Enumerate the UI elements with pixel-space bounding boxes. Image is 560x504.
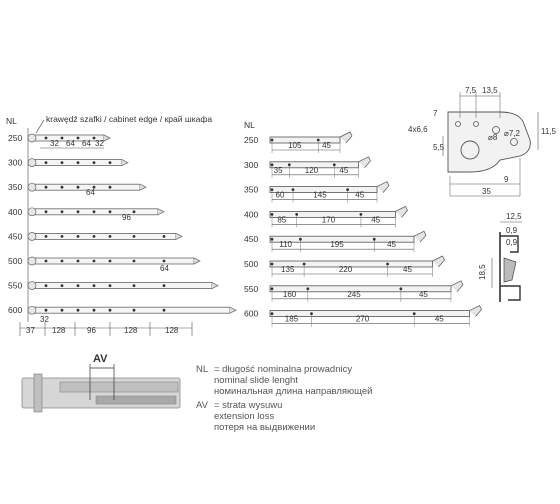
middle-panel [244, 120, 482, 327]
middle-dim-value: 45 [434, 314, 444, 324]
left-slide-end [194, 258, 200, 264]
left-row-nl: 300 [8, 157, 23, 168]
left-slide-roller [28, 134, 36, 142]
middle-hole [303, 263, 306, 266]
profile-dim-09b: 0,9 [506, 238, 518, 247]
legend-nl-line-2: номинальная длина направляющей [214, 386, 373, 397]
left-hole [45, 186, 48, 189]
middle-dim-value: 45 [403, 265, 412, 274]
left-hole [61, 186, 64, 189]
left-slide-row [8, 158, 128, 168]
middle-dim-value: 45 [339, 165, 349, 175]
dim-row-500: 64 [160, 264, 169, 273]
middle-dim-value: 85 [277, 215, 287, 225]
bottom-dim-2: 96 [87, 326, 96, 335]
legend-nl-line-1: nominal slide lenght [214, 375, 298, 386]
dim-row-350: 64 [86, 188, 95, 197]
left-hole [61, 235, 64, 238]
middle-hole [360, 213, 363, 216]
left-hole [45, 235, 48, 238]
left-slide-rows [8, 133, 236, 315]
middle-slide-end [396, 206, 408, 217]
left-hole [77, 161, 80, 164]
middle-row-nl: 450 [244, 234, 259, 245]
middle-dim-value: 270 [355, 314, 370, 324]
middle-hole [288, 163, 291, 166]
middle-slide-row [244, 306, 482, 327]
profile-dim-185: 18,5 [478, 264, 487, 280]
bracket-dim-135: 13,5 [482, 86, 498, 95]
middle-nl-label: NL [244, 120, 255, 130]
bracket-dim-75: 7,5 [465, 86, 477, 95]
left-hole [93, 309, 96, 312]
middle-dim-value: 220 [338, 265, 353, 274]
left-hole [133, 284, 136, 287]
middle-hole [373, 238, 376, 241]
left-slide-bar [34, 307, 230, 313]
middle-hole [271, 312, 274, 315]
edge-leader [36, 120, 44, 133]
bracket-dim-d72: ⌀7,2 [504, 129, 520, 138]
middle-hole [299, 238, 302, 241]
middle-hole [271, 213, 274, 216]
left-hole [61, 210, 64, 213]
left-hole [93, 284, 96, 287]
left-hole [93, 161, 96, 164]
left-slide-roller [28, 306, 36, 314]
left-hole [109, 186, 112, 189]
legend-av-line-2: потеря на выдвижении [214, 422, 316, 433]
profile-dim-09a: 0,9 [506, 226, 518, 235]
left-row-nl: 400 [8, 206, 23, 217]
left-hole [77, 235, 80, 238]
left-hole [109, 284, 112, 287]
left-hole [163, 284, 166, 287]
left-row-nl: 550 [8, 280, 23, 291]
left-hole [109, 210, 112, 213]
middle-hole [292, 188, 295, 191]
left-hole [45, 161, 48, 164]
middle-dim-value: 35 [273, 165, 283, 175]
middle-dim-value: 195 [330, 240, 344, 250]
left-hole [163, 235, 166, 238]
middle-row-nl: 550 [244, 283, 259, 294]
middle-hole [346, 188, 349, 191]
cabinet-edge-label: krawędź szafki / cabinet edge / край шкафа [46, 114, 213, 124]
left-slide-end [140, 184, 146, 190]
middle-row-nl: 250 [244, 135, 259, 145]
left-slide-roller [28, 257, 36, 265]
middle-dim-value: 45 [418, 289, 428, 299]
middle-slide-row [244, 182, 389, 203]
middle-slide-row [244, 256, 445, 277]
legend-av-line-1: extension loss [214, 411, 275, 422]
left-hole [133, 260, 136, 263]
middle-slide-row [244, 206, 408, 227]
middle-hole [271, 238, 274, 241]
left-hole [45, 309, 48, 312]
left-slide-roller [28, 282, 36, 290]
bottom-dim-4: 128 [165, 326, 179, 335]
middle-hole [295, 213, 298, 216]
profile-detail [478, 212, 522, 302]
left-slide-bar [34, 209, 158, 215]
bracket-dim-7: 7 [433, 109, 438, 118]
profile-dim-125: 12,5 [506, 212, 522, 221]
left-hole [163, 309, 166, 312]
left-slide-bar [34, 233, 176, 239]
left-slide-end [158, 209, 164, 215]
small-dim: 32 [40, 315, 49, 324]
legend [196, 364, 372, 433]
legend-av-key: AV [196, 400, 208, 411]
left-row-nl: 600 [8, 305, 23, 316]
middle-dim-value: 145 [313, 190, 327, 200]
left-hole [109, 309, 112, 312]
legend-nl-line-0: = długość nominalna prowadnicy [214, 364, 353, 375]
middle-dim-value: 120 [304, 165, 319, 175]
left-hole [93, 210, 96, 213]
middle-slide-end [340, 132, 352, 143]
left-hole [77, 284, 80, 287]
bracket-dim-55: 5,5 [433, 143, 445, 152]
middle-slide-end [359, 157, 371, 168]
left-hole [61, 309, 64, 312]
bracket-dim-115: 11,5 [541, 127, 556, 136]
middle-slide-end [433, 256, 445, 267]
middle-row-nl: 500 [244, 259, 259, 269]
middle-dim-value: 185 [284, 314, 299, 324]
left-hole [163, 260, 166, 263]
left-hole [109, 260, 112, 263]
middle-slide-rows [244, 132, 482, 327]
left-nl-label: NL [6, 116, 17, 126]
left-slide-end [104, 135, 110, 141]
middle-hole [317, 139, 320, 142]
left-slide-row [8, 231, 182, 241]
left-hole [133, 210, 136, 213]
dim-top-0: 32 [50, 139, 59, 148]
left-hole [109, 235, 112, 238]
left-hole [93, 260, 96, 263]
left-top-dims [40, 139, 104, 148]
middle-row-nl: 350 [244, 184, 259, 195]
middle-slide-row [244, 231, 426, 252]
dim-top-3: 32 [95, 139, 104, 148]
left-slide-bar [34, 258, 194, 264]
left-row-nl: 500 [8, 256, 23, 266]
left-hole [45, 260, 48, 263]
left-slide-row [8, 305, 236, 315]
middle-slide-end [451, 281, 463, 292]
left-slide-end [230, 307, 236, 313]
middle-dim-value: 105 [288, 141, 302, 150]
left-slide-row [8, 182, 146, 192]
left-hole [77, 309, 80, 312]
av-front-plate [34, 374, 42, 412]
left-hole [61, 161, 64, 164]
left-row-nl: 250 [8, 133, 23, 143]
middle-dim-value: 45 [355, 190, 365, 200]
left-slide-end [176, 233, 182, 239]
av-slide-rail [60, 382, 178, 392]
middle-dim-value: 170 [321, 215, 336, 225]
middle-hole [399, 287, 402, 290]
middle-hole [413, 312, 416, 315]
middle-slide-end [377, 182, 389, 193]
bracket-dim-d8: ⌀8 [488, 133, 498, 142]
left-hole [77, 137, 80, 140]
middle-dim-value: 60 [275, 190, 285, 200]
left-hole [61, 260, 64, 263]
left-bottom-dims [20, 315, 192, 336]
left-row-nl: 350 [8, 182, 23, 193]
left-slide-end [212, 283, 218, 289]
middle-dim-value: 135 [281, 265, 295, 274]
bracket-detail [408, 86, 557, 196]
left-slide-row [8, 256, 200, 266]
middle-hole [271, 263, 274, 266]
middle-dim-value: 245 [347, 289, 361, 299]
middle-hole [306, 287, 309, 290]
middle-hole [310, 312, 313, 315]
middle-hole [386, 263, 389, 266]
bracket-dim-9: 9 [504, 175, 509, 184]
left-slide-end [122, 160, 128, 166]
middle-slide-end [470, 306, 482, 317]
left-hole [109, 161, 112, 164]
middle-hole [271, 287, 274, 290]
left-hole [45, 210, 48, 213]
middle-slide-row [244, 281, 463, 302]
av-slide-inner [96, 396, 176, 404]
middle-dim-value: 110 [279, 240, 292, 250]
middle-hole [271, 139, 274, 142]
bottom-dim-1: 128 [52, 326, 66, 335]
left-slide-roller [28, 208, 36, 216]
middle-row-nl: 600 [244, 308, 259, 319]
bracket-outline [448, 112, 530, 172]
left-slide-roller [28, 159, 36, 167]
legend-nl-key: NL [196, 364, 209, 375]
dim-row-400: 96 [122, 213, 131, 222]
left-hole [61, 284, 64, 287]
middle-slide-row [244, 157, 371, 178]
middle-row-nl: 400 [244, 209, 259, 220]
left-hole [133, 309, 136, 312]
dim-top-1: 64 [66, 139, 75, 148]
left-hole [77, 186, 80, 189]
left-hole [77, 260, 80, 263]
dim-top-2: 64 [82, 139, 91, 148]
left-slide-row [8, 207, 164, 217]
left-hole [93, 235, 96, 238]
left-hole [45, 284, 48, 287]
bracket-dim-holes: 4x6,6 [408, 125, 428, 134]
middle-dim-value: 45 [371, 215, 381, 225]
middle-slide-row [244, 132, 352, 153]
left-hole [77, 210, 80, 213]
left-hole [45, 137, 48, 140]
av-diagram [22, 353, 180, 412]
legend-av-line-0: = strata wysuwu [214, 400, 283, 411]
middle-dim-value: 45 [322, 141, 332, 150]
middle-slide-end [414, 231, 426, 242]
left-slide-roller [28, 232, 36, 240]
left-slide-roller [28, 183, 36, 191]
left-hole [61, 137, 64, 140]
profile-carriage [504, 258, 516, 282]
middle-row-nl: 300 [244, 159, 259, 170]
middle-dim-value: 45 [387, 240, 397, 250]
av-label: AV [93, 353, 108, 365]
bottom-dim-3: 128 [124, 326, 138, 335]
bottom-dim-0: 37 [26, 326, 35, 335]
left-hole [133, 235, 136, 238]
left-slide-row [8, 281, 218, 291]
middle-hole [333, 163, 336, 166]
left-panel [6, 114, 236, 336]
left-row-nl: 450 [8, 231, 23, 242]
middle-hole [271, 188, 274, 191]
bracket-dim-35: 35 [482, 187, 491, 196]
middle-dim-value: 160 [282, 289, 297, 299]
